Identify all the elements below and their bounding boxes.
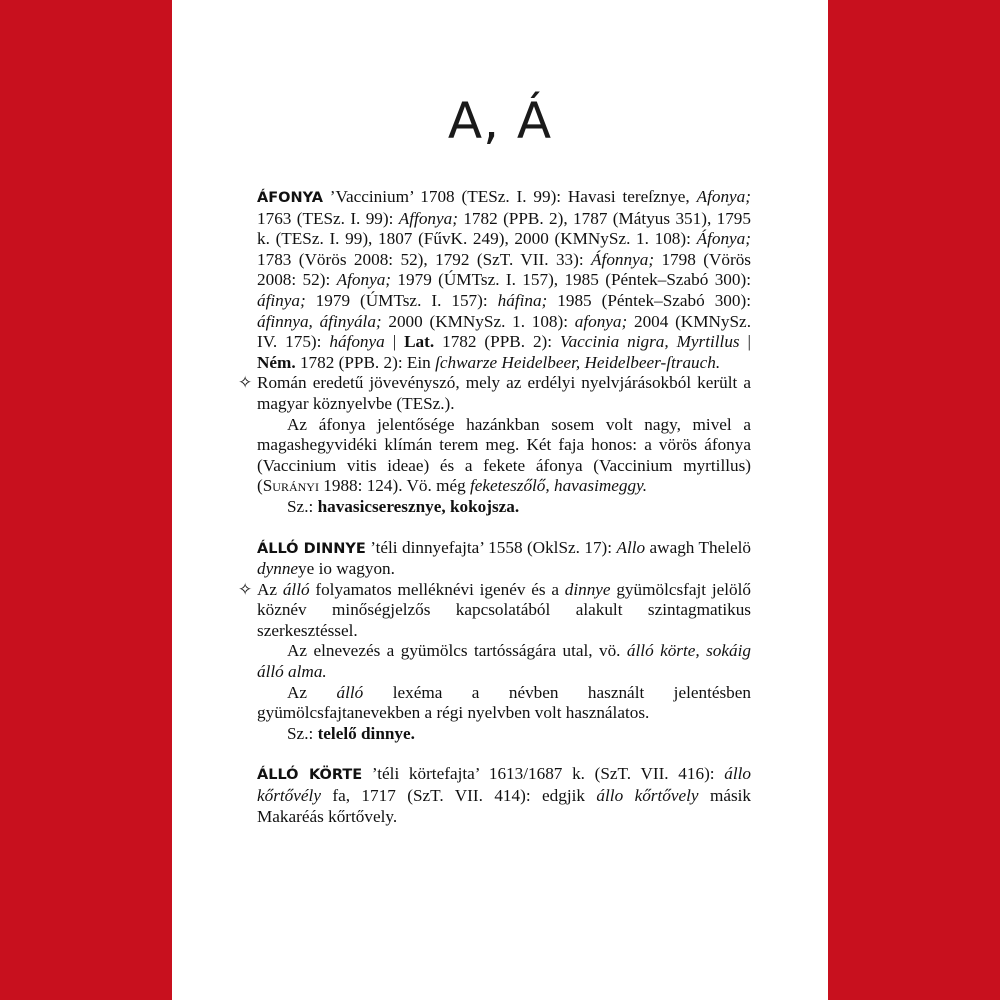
text-run: 2004 (KMNySz. IV. 175): [257, 311, 751, 352]
text-run: folyamatos melléknévi igenév és a [309, 579, 565, 599]
text-run: 1782 (PPB. 2): Ein [295, 352, 436, 372]
text-run: | [384, 332, 405, 352]
bold-text: havasicseresznye, kokojsza. [317, 496, 520, 516]
text-run: 1988: 124). Vö. még [318, 476, 470, 496]
text-run: ’téli körtefajta’ 1613/1687 k. (SzT. VII. 416): [362, 764, 725, 784]
text-run: fa, 1717 (SzT. VII. 414): edgjik [320, 786, 597, 806]
text-run: 2000 (KMNySz. 1. 108): [381, 311, 575, 331]
etymology-marker-icon: ✧ [238, 373, 253, 393]
text-run: Az áfonya jelentősége hazánkban sosem volt nagy, mivel a magashegyvidéki klímán terem meg. Két faja honos: a vörös áfonya (Vaccinium vitis ideae) és a fekete áfonya (Vaccinium myrtillus) ( [257, 414, 751, 496]
italic-text: Afonya; [696, 187, 751, 206]
etymology-paragraph [238, 373, 751, 414]
italic-text: feketeszőlő, havasimeggy. [470, 476, 648, 496]
bold-text: telelő dinnye. [317, 723, 415, 743]
attestation-paragraph [257, 538, 751, 580]
text-run: 1763 (TESz. I. 99): [257, 208, 399, 228]
italic-text: áfinya; [257, 290, 306, 310]
bold-text: Ném. [257, 352, 296, 372]
text-run: lexéma a névben használt jelentésben gyümölcsfajtanevekben a régi nyelvben volt használatos. [257, 682, 751, 723]
headword: ÁFONYA [257, 190, 323, 206]
text-run: Sz.: [287, 496, 318, 516]
text-run: ye io wagyon. [298, 559, 395, 579]
text-run: Az [257, 579, 283, 599]
italic-text: Áfonnya; [591, 249, 655, 269]
italic-text: ſchwarze Heidelbeer, Heidelbeer-ſtrauch. [435, 352, 721, 372]
text-run: 1979 (ÚMTsz. I. 157): [305, 290, 498, 310]
text-run: 1782 (PPB. 2): [434, 332, 560, 352]
text-run: ’téli dinnyefajta’ 1558 (OklSz. 17): [365, 537, 617, 557]
italic-text: Vaccinia nigra, Myrtillus [559, 332, 740, 352]
text-run: awagh Thelelö [645, 537, 751, 557]
entry-list [238, 187, 752, 847]
note-paragraph [257, 641, 751, 682]
etymology-paragraph [238, 579, 751, 642]
text-run: Sz.: [287, 723, 318, 743]
dictionary-entry [257, 764, 751, 827]
dictionary-entry [238, 187, 751, 518]
author-name: Surányi [262, 476, 319, 496]
note-paragraph [257, 497, 751, 518]
italic-text: áfinnya, áfinyála; [257, 311, 382, 331]
italic-text: álló [282, 579, 310, 599]
dictionary-page [172, 0, 828, 1000]
italic-text: állo kőrtővely [596, 786, 699, 806]
text-run: | [739, 332, 751, 352]
text-run: 1783 (Vörös 2008: 52), 1792 (SzT. VII. 33): [257, 249, 592, 269]
italic-text: afonya; [574, 311, 628, 331]
text-run: másik Makaréás kőrtővely. [257, 786, 752, 826]
italic-text: dynne [257, 559, 299, 579]
note-paragraph [257, 683, 751, 724]
headword: ÁLLÓ DINNYE [257, 540, 366, 557]
text-run: Az elnevezés a gyümölcs tartósságára utal, vö. [287, 641, 627, 661]
italic-text: állo kőrtővély [257, 764, 751, 806]
italic-text: álló [336, 682, 364, 702]
italic-text: háfonya [329, 332, 385, 352]
text-run: 1782 (PPB. 2), 1787 (Mátyus 351), 1795 k. (TESz. I. 99), 1807 (FűvK. 249), 2000 (KMNySz. 1. 108): [257, 208, 751, 249]
attestation-paragraph [257, 187, 751, 373]
attestation-paragraph [257, 764, 751, 827]
etymology-marker-icon: ✧ [238, 579, 253, 599]
text-run: 1798 (Vörös 2008: 52): [257, 249, 751, 290]
note-paragraph [257, 415, 751, 497]
italic-text: Afonya; [336, 270, 392, 290]
bold-text: Lat. [404, 332, 435, 352]
italic-text: Allo [616, 537, 646, 557]
text-run: 1985 (Péntek–Szabó 300): [547, 290, 751, 310]
dictionary-entry [238, 537, 751, 745]
text-run: 1979 (ÚMTsz. I. 157), 1985 (Péntek–Szabó 300): [391, 270, 751, 290]
italic-text: háfina; [497, 290, 548, 310]
italic-text: álló körte, sokáig álló alma. [257, 641, 751, 682]
text-run: Az [287, 682, 337, 702]
italic-text: Affonya; [398, 208, 458, 228]
letter-heading: A, Á [447, 92, 553, 150]
headword: ÁLLÓ KÖRTE [257, 767, 363, 784]
italic-text: dinnye [564, 579, 611, 599]
text-run: ’Vaccinium’ 1708 (TESz. I. 99): Havasi tereſznye, [322, 187, 697, 206]
note-paragraph [257, 724, 751, 745]
italic-text: Áfonya; [696, 229, 751, 249]
text-run: Román eredetű jövevényszó, mely az erdélyi nyelvjárásokból került a magyar köznyelvbe (TESz.). [257, 373, 751, 413]
text-run: gyümölcsfajt jelölő köznév minőségjelzős kapcsolatából alakult szintagmatikus szerkesztéssel. [257, 579, 751, 640]
